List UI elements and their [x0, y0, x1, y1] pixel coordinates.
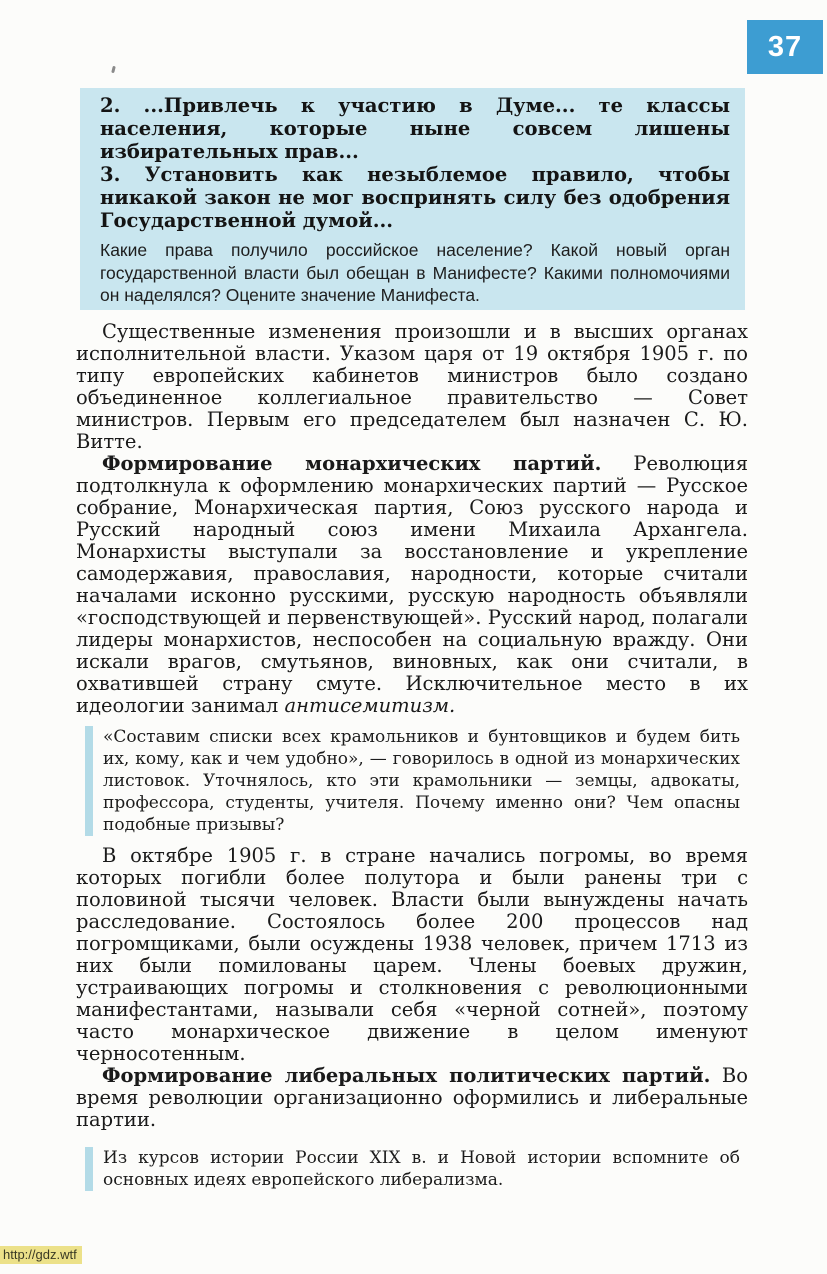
page-number: 37 [767, 30, 803, 63]
paragraph-pogroms: В октябре 1905 г. в стране начались погромы, во время которых погибли более полутора и были ранены три с половиной тысячи человек. Власти были вынуждены начать расследование. Состоялось более 200 процессов над погромщиками, были осуждены 1938 человек, причем 1713 из них были помилованы царем. Члены боевых дружин, устраивающих погромы и столкновения с революционными манифестантами, называли себя «черной сотней», поэтому часто монархическое движение в целом именуют черносотенным. [76, 844, 748, 1065]
page-number-badge [747, 20, 823, 74]
excerpt-item-3: 3. Установить как незыблемое правило, чтобы никакой закон не мог воспринять силу без одобрения Государственной думой... [100, 163, 730, 232]
document-excerpt-panel [80, 88, 745, 310]
paragraph-executive-changes: Существенные изменения произошли и в высших органах исполнительной власти. Указом царя от 19 октября 1905 г. по типу европейских кабинетов министров было создано объединенное коллегиальное правительство — Совет министров. Первым его председателем был назначен С. Ю. Витте. [76, 320, 748, 453]
excerpt-item-2: 2. ...Привлечь к участию в Думе... те классы населения, которые ныне совсем лишены избирательных прав... [100, 94, 730, 163]
leaflet-quote-block [85, 726, 740, 836]
monarchist-parties-heading: Формирование монархических партий. [102, 452, 602, 475]
antisemitism-term: антисемитизм. [284, 694, 456, 717]
recall-note-block [85, 1147, 740, 1191]
liberal-parties-text: Во время революции организационно оформились и либеральные партии. [76, 1064, 748, 1131]
leaflet-quote-text: «Составим списки всех крамольников и бунтовщиков и будем бить их, кому, как и чем удобно», — говорилось в одной из монархических листовок. Уточнялось, кто эти крамольники — земцы, адвокаты, профессора, студенты, учителя. Почему именно они? Чем опасны подобные призывы? [103, 727, 740, 835]
paragraph-liberal-parties [76, 1065, 748, 1131]
print-speck [111, 66, 116, 74]
watermark-url: http://gdz.wtf [0, 1246, 82, 1264]
excerpt-questions: Какие права получило российское население? Какой новый орган государственной власти был обещан в Манифесте? Какими полномочиями он наделялся? Оцените значение Манифеста. [100, 240, 730, 305]
paragraph-monarchist-parties [76, 453, 748, 717]
main-text-column [76, 321, 748, 1200]
monarchist-parties-text: Революция подтолкнула к оформлению монархических партий — Русское собрание, Монархическая партия, Союз русского народа и Русский народный союз имени Михаила Архангела. Монархисты выступали за восстановление и укрепление самодержавия, православия, народности, которые считали началами исконно русскими, русскую народность объявляли «господствующей и первенствующей». Русский народ, полагали лидеры монархистов, неспособен на социальную вражду. Они искали врагов, смутьянов, виновных, как они считали, в охватившей страну смуте. Исключительное место в их идеологии занимал [76, 452, 748, 717]
recall-note-text: Из курсов истории России XIX в. и Новой истории вспомните об основных идеях европейского либерализма. [103, 1148, 740, 1190]
liberal-parties-heading: Формирование либеральных политических партий. [102, 1064, 711, 1087]
